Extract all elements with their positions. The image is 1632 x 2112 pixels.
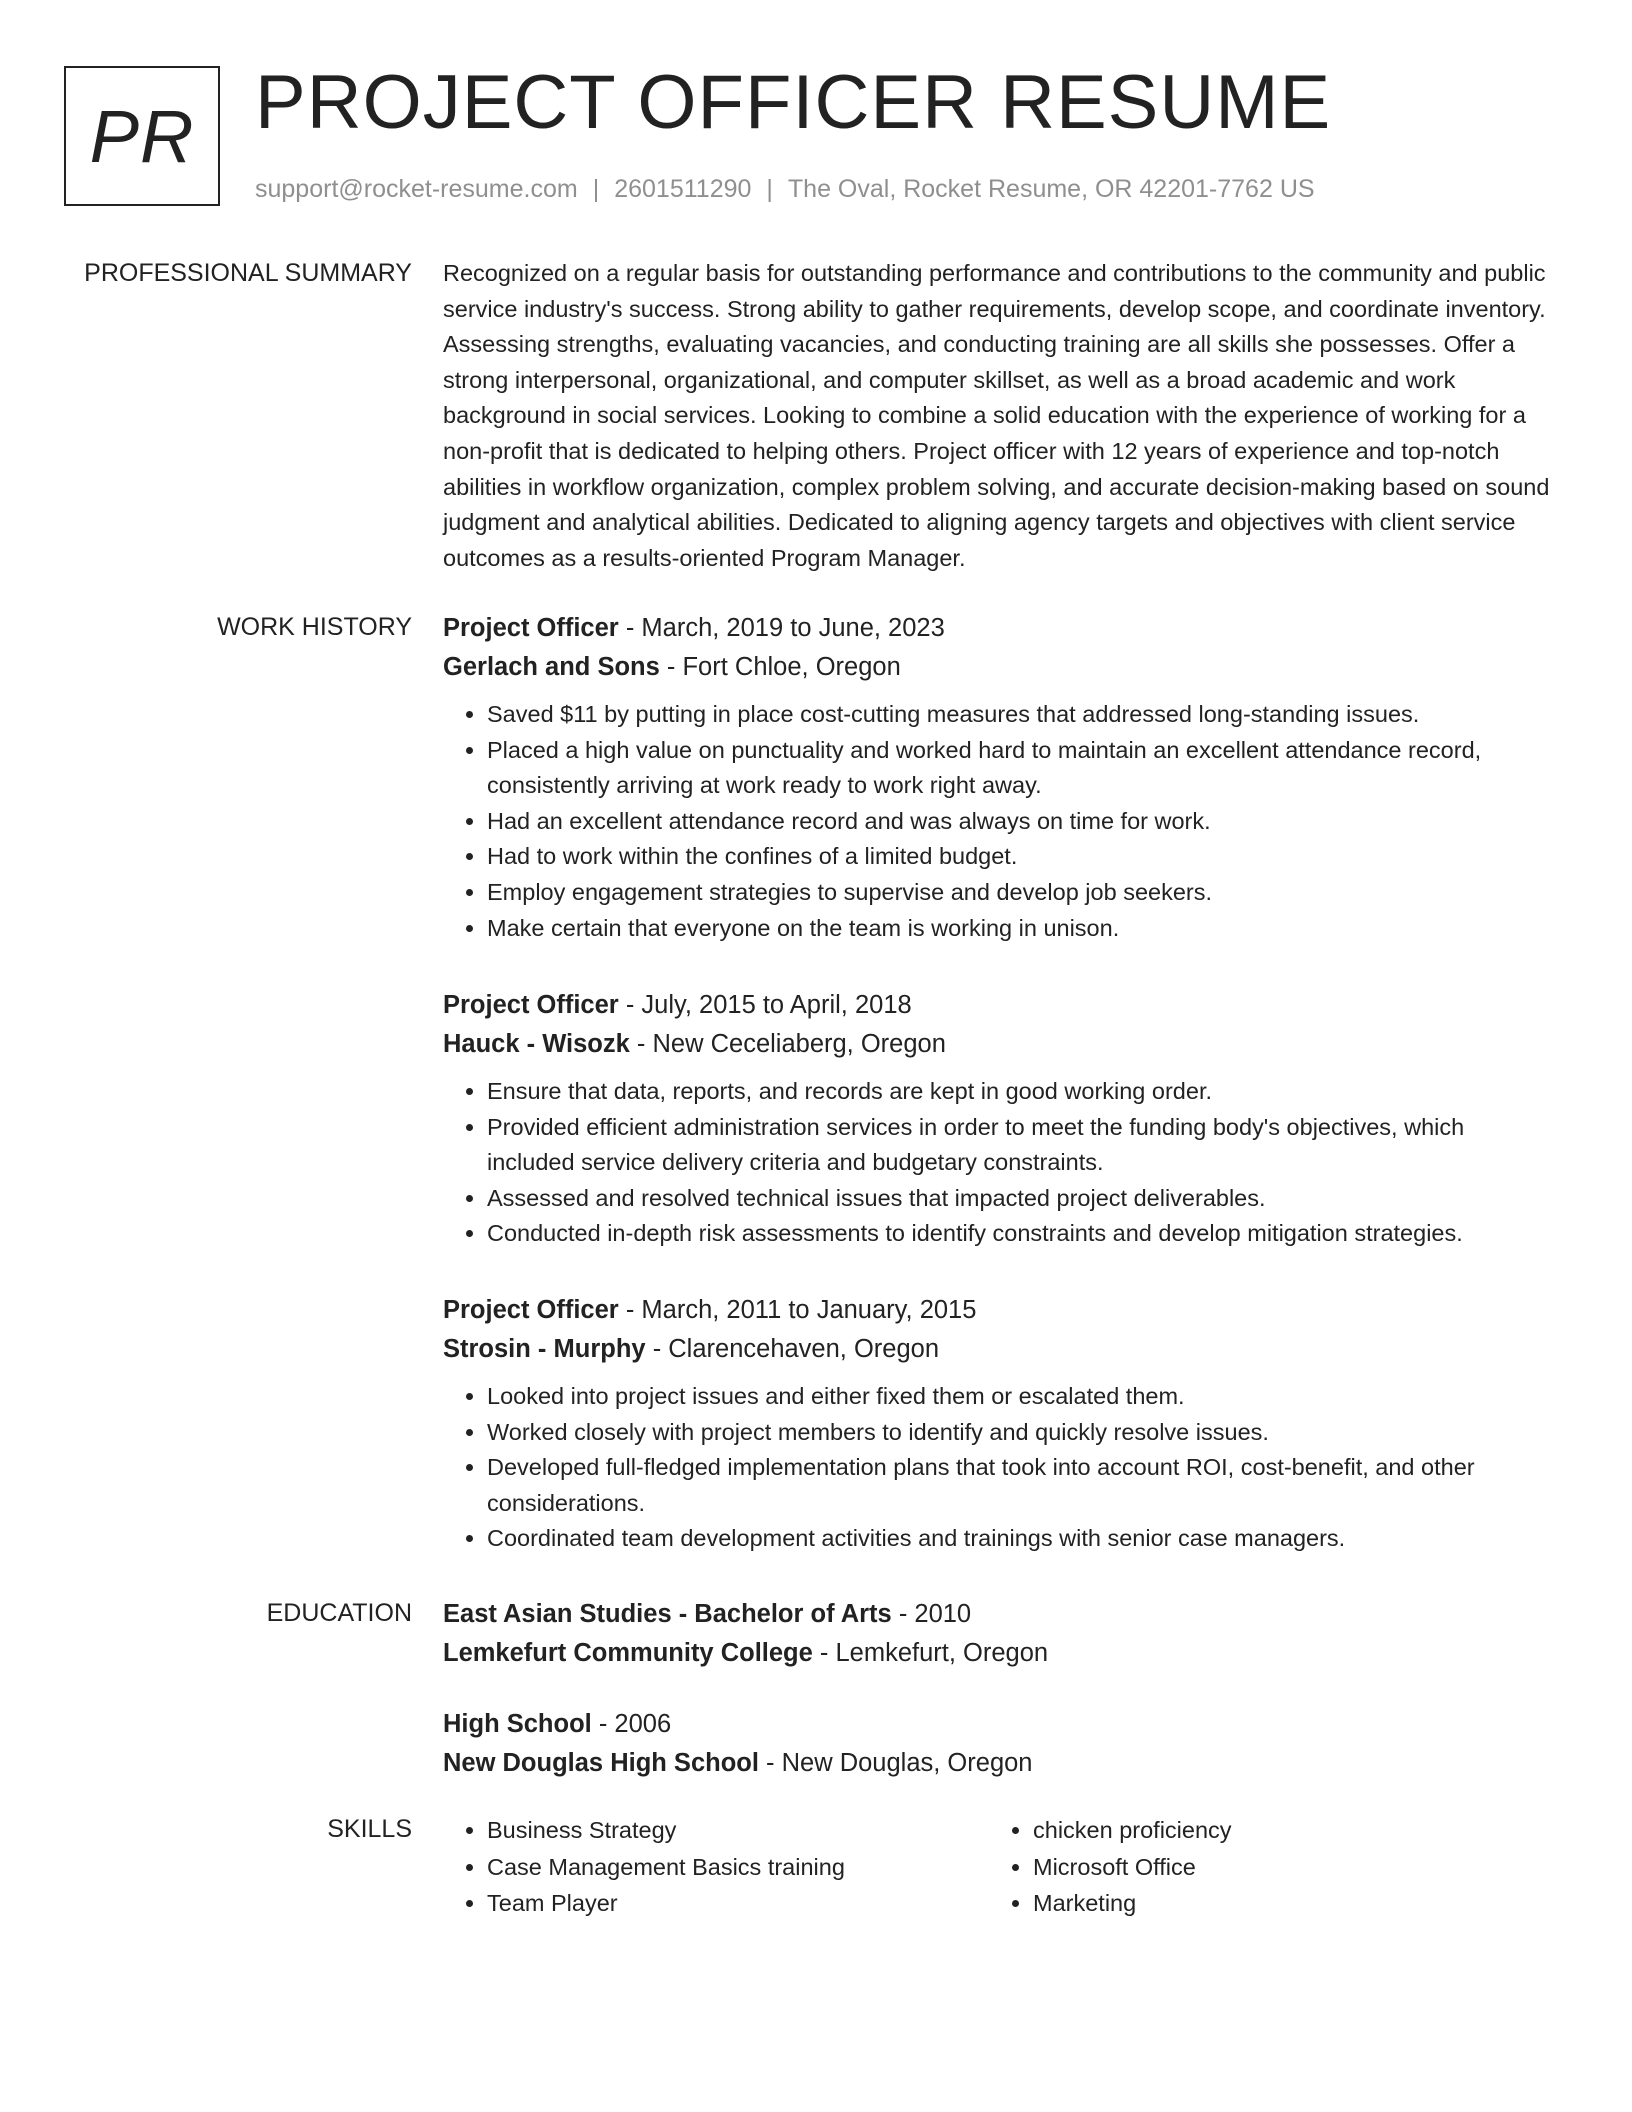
job-company: Strosin - Murphy <box>443 1335 646 1363</box>
job-location: - Fort Chloe, Oregon <box>666 653 901 681</box>
education-entry <box>443 1595 1555 1673</box>
education-entry <box>443 1705 1555 1783</box>
job-bullet: • Provided efficient administration services in order to meet the funding body's objectives, which included service delivery criteria and budgetary constraints. <box>487 1110 1555 1181</box>
job-dates: - July, 2015 to April, 2018 <box>625 991 912 1019</box>
job-entry <box>443 986 1555 1252</box>
education-school: Lemkefurt Community College <box>443 1639 813 1667</box>
skills-list-left <box>443 1812 845 1922</box>
job-location: - New Ceceliaberg, Oregon <box>636 1030 946 1058</box>
job-title: Project Officer <box>443 991 619 1019</box>
job-bullet: • Coordinated team development activities and trainings with senior case managers. <box>487 1521 1555 1557</box>
contact-address: The Oval, Rocket Resume, OR 42201-7762 US <box>787 175 1315 203</box>
job-bullet: • Conducted in-depth risk assessments to identify constraints and develop mitigation strategies. <box>487 1216 1555 1252</box>
job-bullet: • Employ engagement strategies to supervise and develop job seekers. <box>487 875 1555 911</box>
skill-item: • Team Player <box>487 1885 845 1922</box>
job-entry <box>443 609 1555 946</box>
skill-item: • Marketing <box>1033 1885 1232 1922</box>
section-label-work-history: WORK HISTORY <box>217 613 412 641</box>
education-degree-line <box>443 1705 1555 1744</box>
job-bullet: • Saved $11 by putting in place cost-cutting measures that addressed long-standing issues. <box>487 697 1555 733</box>
job-bullets <box>443 697 1555 946</box>
job-bullet: • Had to work within the confines of a limited budget. <box>487 839 1555 875</box>
education-degree-line <box>443 1595 1555 1634</box>
section-label-skills: SKILLS <box>327 1815 412 1843</box>
job-title-line <box>443 1291 1555 1330</box>
job-title: Project Officer <box>443 1296 619 1324</box>
resume-title: PROJECT OFFICER RESUME <box>255 60 1332 145</box>
job-company: Gerlach and Sons <box>443 653 660 681</box>
contact-separator: | <box>766 175 773 203</box>
job-bullet: • Had an excellent attendance record and was always on time for work. <box>487 804 1555 840</box>
job-bullet: • Assessed and resolved technical issues that impacted project deliverables. <box>487 1181 1555 1217</box>
contact-separator: | <box>592 175 600 203</box>
job-company-line <box>443 1330 1555 1369</box>
contact-phone: 2601511290 <box>614 175 752 203</box>
summary-section <box>443 256 1555 576</box>
job-title-line <box>443 609 1555 648</box>
job-bullet: • Worked closely with project members to identify and quickly resolve issues. <box>487 1415 1555 1451</box>
job-dates: - March, 2011 to January, 2015 <box>625 1296 977 1324</box>
education-year: - 2006 <box>598 1710 672 1738</box>
skill-item: • Case Management Basics training <box>487 1849 845 1886</box>
job-title-line <box>443 986 1555 1025</box>
education-location: - Lemkefurt, Oregon <box>819 1639 1049 1667</box>
education-location: - New Douglas, Oregon <box>766 1749 1033 1777</box>
job-dates: - March, 2019 to June, 2023 <box>625 614 945 642</box>
job-bullets <box>443 1379 1555 1557</box>
job-location: - Clarencehaven, Oregon <box>652 1335 940 1363</box>
education-year: - 2010 <box>898 1600 972 1628</box>
skill-item: • Microsoft Office <box>1033 1849 1232 1886</box>
skills-section <box>443 1812 1555 1932</box>
skill-item: • chicken proficiency <box>1033 1812 1232 1849</box>
monogram-initials: PR <box>89 94 195 178</box>
job-title: Project Officer <box>443 614 619 642</box>
job-bullet: • Looked into project issues and either fixed them or escalated them. <box>487 1379 1555 1415</box>
job-bullet: • Developed full-fledged implementation plans that took into account ROI, cost-benefit, and other considerations. <box>487 1450 1555 1521</box>
job-company-line <box>443 648 1555 687</box>
skills-list-right <box>989 1812 1232 1922</box>
job-bullets <box>443 1074 1555 1252</box>
contact-line <box>255 174 1315 204</box>
education-school-line <box>443 1744 1555 1783</box>
job-bullet: • Ensure that data, reports, and records are kept in good working order. <box>487 1074 1555 1110</box>
job-company-line <box>443 1025 1555 1064</box>
job-entry <box>443 1291 1555 1557</box>
section-label-summary: PROFESSIONAL SUMMARY <box>84 259 412 287</box>
contact-email: support@rocket-resume.com <box>255 175 578 203</box>
education-degree: High School <box>443 1710 592 1738</box>
summary-text: Recognized on a regular basis for outstanding performance and contributions to the community and public service industry's success. Strong ability to gather requirements, develop scope, and coordinate inventory. Assessing strengths, evaluating vacancies, and conducting training are all skills she possesses. Offer a strong interpersonal, organizational, and computer skillset, as well as a broad academic and work background in social services. Looking to combine a solid education with the experience of working for a non-profit that is dedicated to helping others. Project officer with 12 years of experience and top-notch abilities in workflow organization, complex problem solving, and accurate decision-making based on sound judgment and analytical abilities. Dedicated to aligning agency targets and objectives with client service outcomes as a results-oriented Program Manager. <box>443 260 1550 571</box>
monogram-box <box>64 66 220 206</box>
skill-item: • Business Strategy <box>487 1812 845 1849</box>
job-bullet: • Placed a high value on punctuality and worked hard to maintain an excellent attendance record, consistently arriving at work ready to work right away. <box>487 733 1555 804</box>
section-label-education: EDUCATION <box>266 1599 412 1627</box>
job-bullet: • Make certain that everyone on the team is working in unison. <box>487 911 1555 947</box>
job-company: Hauck - Wisozk <box>443 1030 630 1058</box>
education-degree: East Asian Studies - Bachelor of Arts <box>443 1600 892 1628</box>
education-school-line <box>443 1634 1555 1673</box>
education-school: New Douglas High School <box>443 1749 759 1777</box>
